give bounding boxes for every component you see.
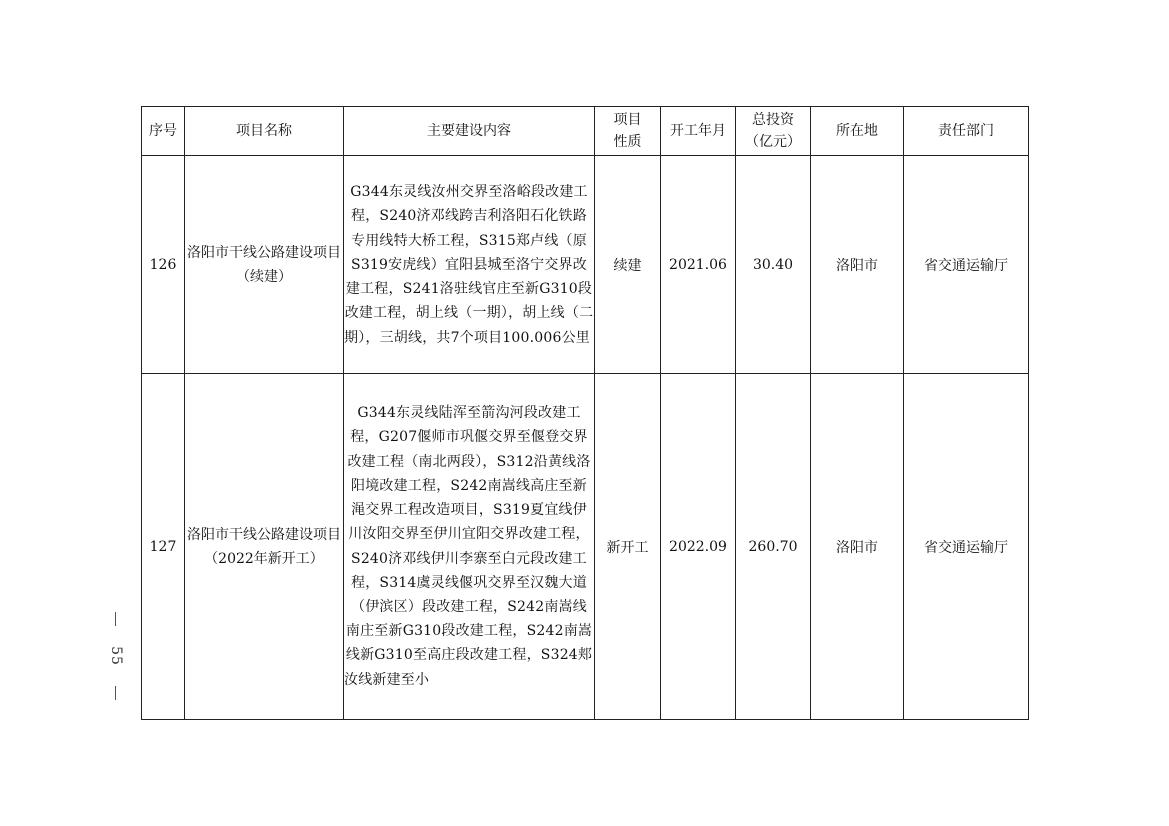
header-invest-line2: （亿元） [745, 134, 801, 150]
page-number-dash-top [115, 612, 116, 626]
cell-seq: 127 [142, 374, 185, 720]
table-row [142, 374, 1029, 720]
cell-invest: 260.70 [736, 374, 811, 720]
header-name: 项目名称 [185, 107, 344, 156]
cell-invest: 30.40 [736, 156, 811, 374]
page-number-text: 55 [108, 646, 124, 666]
header-seq: 序号 [142, 107, 185, 156]
header-content: 主要建设内容 [344, 107, 595, 156]
header-row [142, 107, 1029, 156]
header-nature-line2: 性质 [613, 134, 642, 150]
cell-seq: 126 [142, 156, 185, 374]
cell-location: 洛阳市 [811, 156, 904, 374]
cell-content: G344东灵线汝州交界至洛峪段改建工程，S240济邓线跨吉利洛阳石化铁路专用线特大桥工程，S315郑卢线（原S319安虎线）宜阳县城至洛宁交界改建工程，S241洛驻线官庄至新G310段改建工程，胡上线（一期），胡上线（二期），三胡线，共7个项目100.006公里 [344, 156, 595, 374]
cell-location: 洛阳市 [811, 374, 904, 720]
cell-content: G344东灵线陆浑至箭沟河段改建工程，G207偃师市巩偃交界至偃登交界改建工程（南北两段），S312沿黄线洛阳境改建工程，S242南嵩线高庄至新渑交界工程改造项目，S319夏宜线伊川汝阳交界至伊川宜阳交界改建工程，S240济邓线伊川李寨至白元段改建工程，S314虞灵线偃巩交界至汉魏大道（伊滨区）段改建工程，S242南嵩线南庄至新G310段改建工程，S242南嵩线新G310至高庄段改建工程，S324郏汝线新建至小 [344, 374, 595, 720]
cell-start: 2022.09 [661, 374, 736, 720]
cell-name: 洛阳市干线公路建设项目（续建） [185, 156, 344, 374]
page-number-dash-bottom [115, 686, 116, 700]
header-nature [595, 107, 661, 156]
header-dept: 责任部门 [904, 107, 1029, 156]
cell-name: 洛阳市干线公路建设项目（2022年新开工） [185, 374, 344, 720]
header-start: 开工年月 [661, 107, 736, 156]
cell-start: 2021.06 [661, 156, 736, 374]
cell-nature: 续建 [595, 156, 661, 374]
cell-nature: 新开工 [595, 374, 661, 720]
header-location: 所在地 [811, 107, 904, 156]
cell-dept: 省交通运输厅 [904, 156, 1029, 374]
project-table [141, 106, 1029, 720]
cell-dept: 省交通运输厅 [904, 374, 1029, 720]
table-row [142, 156, 1029, 374]
page-number [106, 612, 126, 702]
header-nature-line1: 项目 [613, 112, 642, 128]
header-invest-line1: 总投资 [752, 112, 794, 128]
header-invest [736, 107, 811, 156]
